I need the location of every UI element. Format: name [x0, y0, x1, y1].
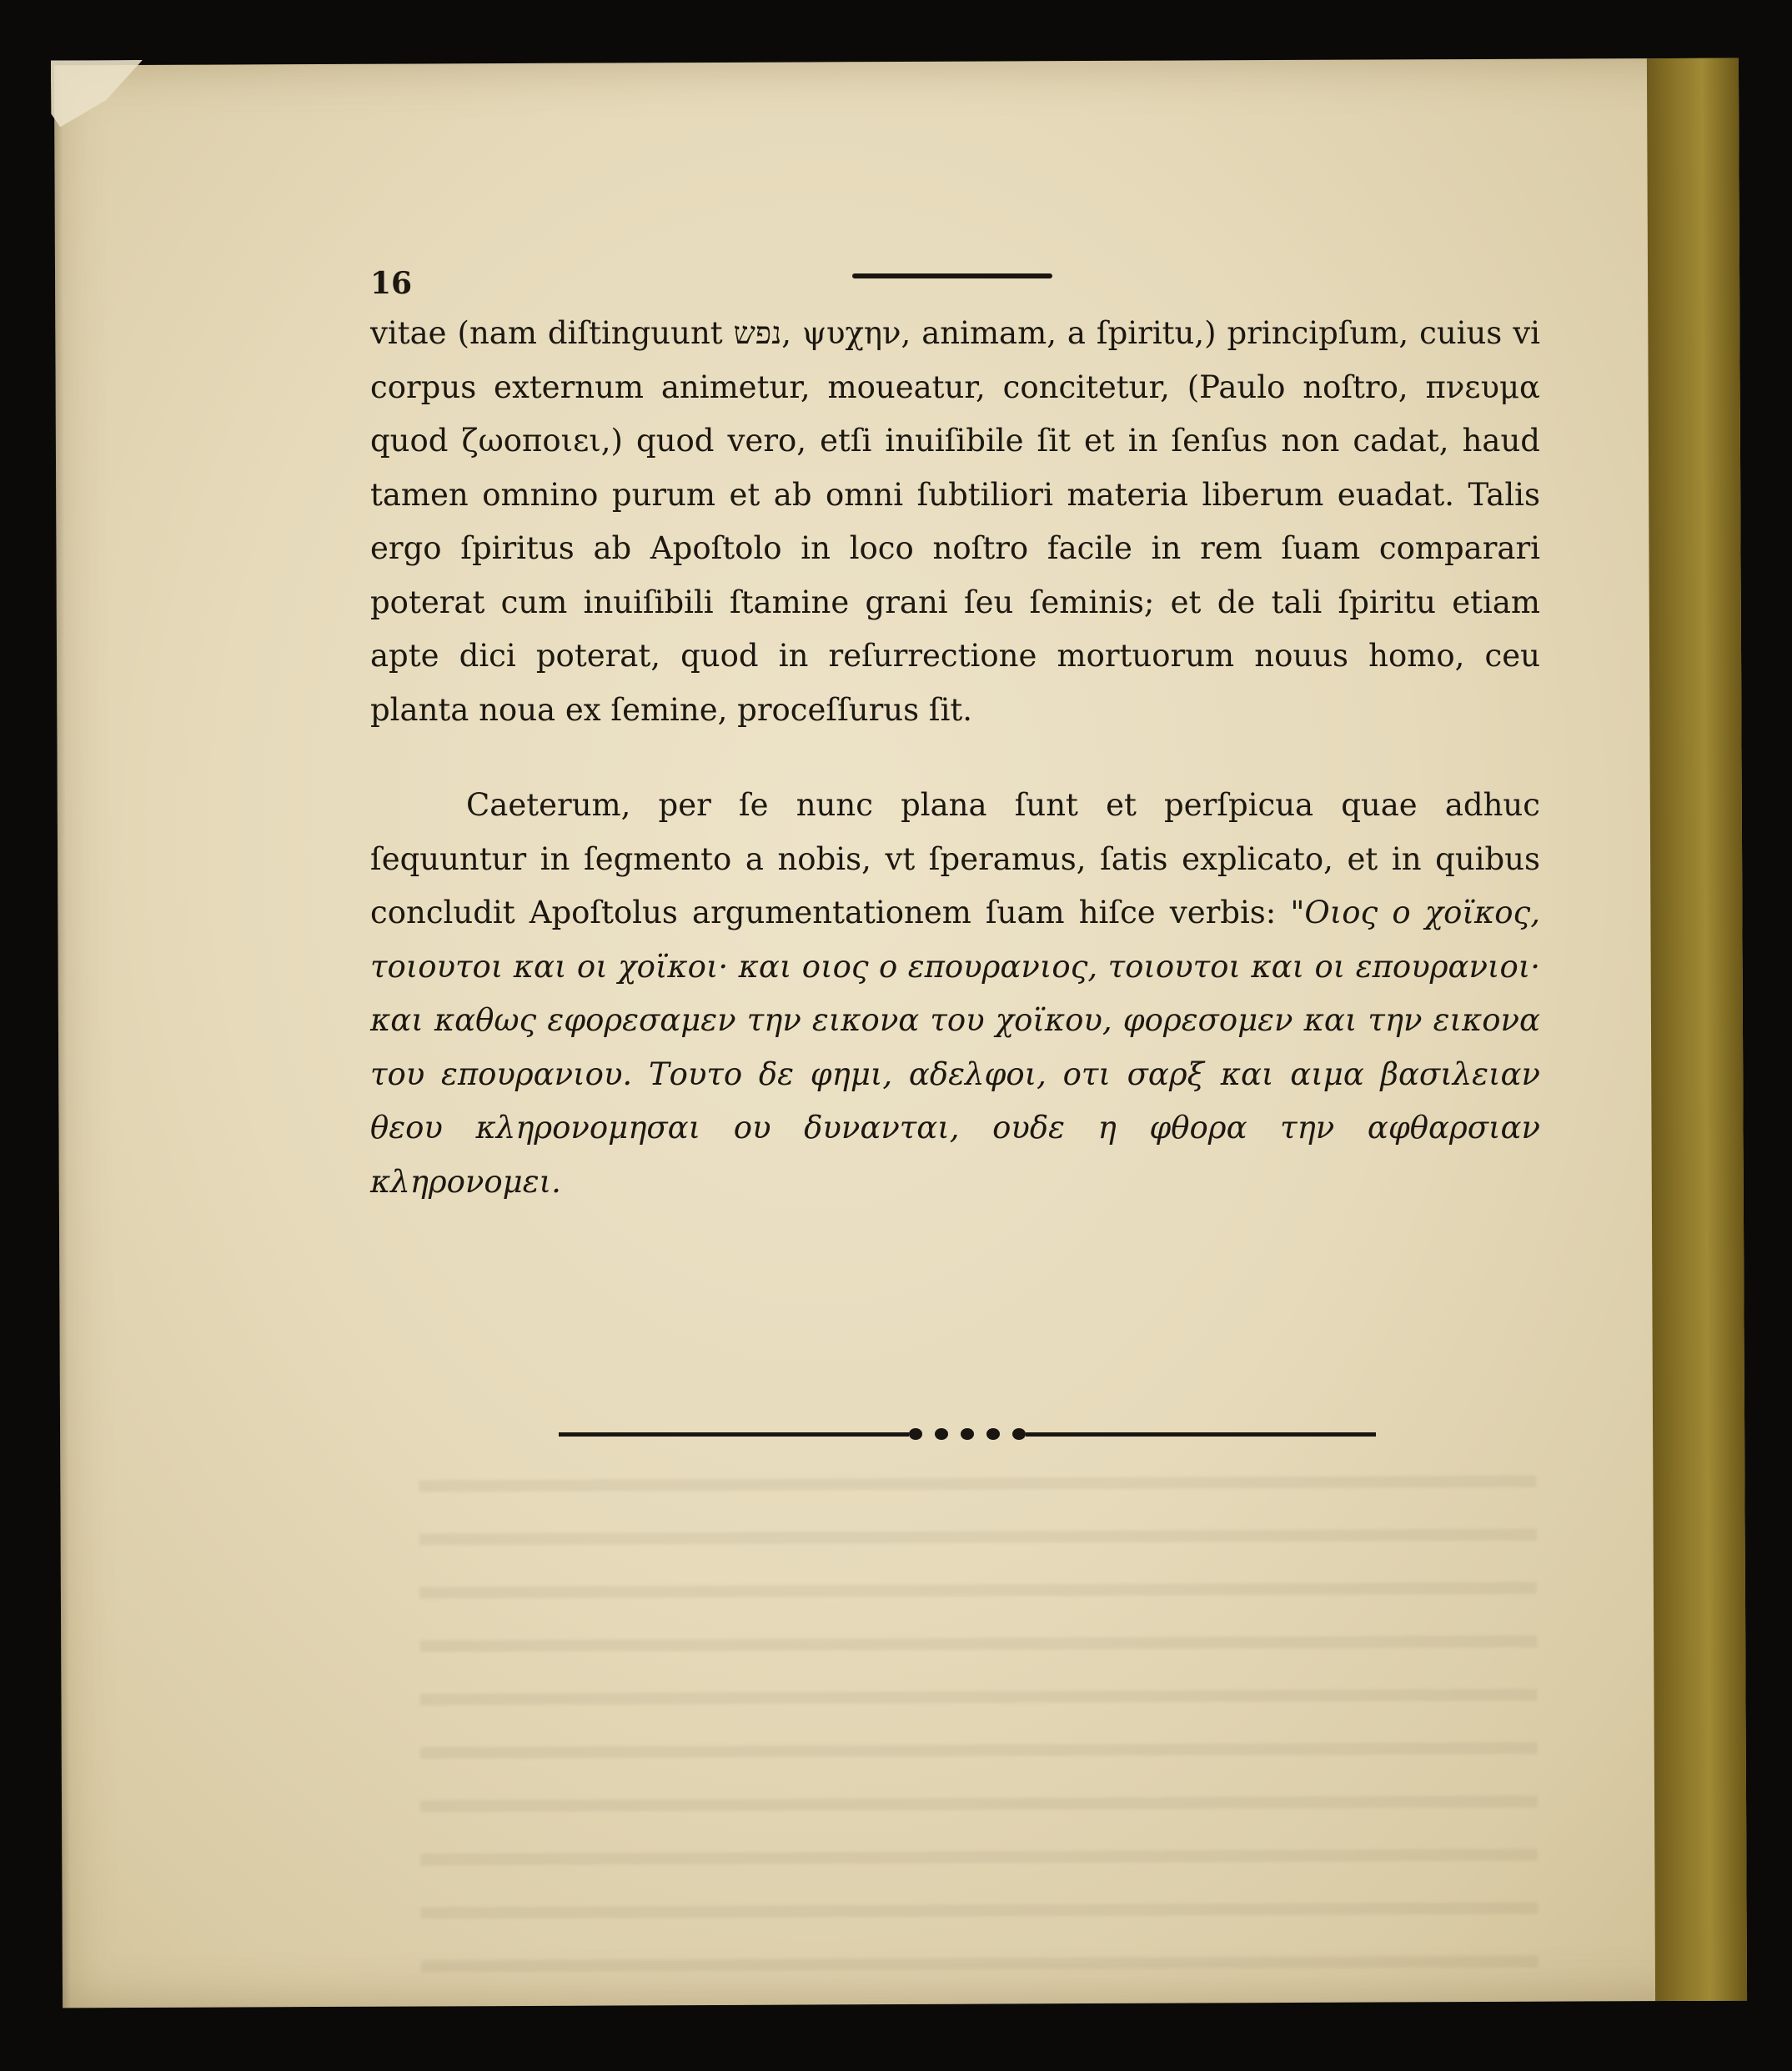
ornament-bead	[935, 1428, 948, 1440]
text-block	[310, 265, 1540, 1209]
paragraph-2	[310, 779, 1540, 1209]
ornament-line-right	[1026, 1432, 1376, 1437]
ornament-line-left	[559, 1432, 909, 1437]
ornament-bead	[986, 1428, 1000, 1440]
paragraph-2-greek-quote: "Οιος ο χοϊκος, τοιουτοι και οι χοϊκοι· και οιος ο επουρανιος, τοιουτοι και οι επουρανιοι· και καθως εφορεσαμεν την εικονα του χοϊκου, φορεσομεν και την εικονα του επουρανιου. Τουτο δε φημι, αδελφοι, οτι σαρξ και αιμα βασιλειαν θεου κληρονομησαι ου δυνανται, ουδε η φθορα την αφθαρσιαν κληρονομει.	[370, 895, 1540, 1200]
ornament-bead	[909, 1428, 922, 1440]
paragraph-2-latin: Caeterum, per ſe nunc plana ſunt et perſpicua quae adhuc ſequuntur in ſegmento a nobis, vt ſperamus, ſatis explicato, et in quibus concludit Apoſtolus argumentationem ſuam hiſce verbis:	[370, 787, 1540, 930]
page-number: 16	[370, 266, 413, 301]
torn-corner	[51, 60, 143, 127]
header-rule	[852, 273, 1052, 278]
paragraph-1: vitae (nam diſtinguunt נפש, ψυχην, animam, a ſpiritu,) principſum, cuius vi corpus externum animetur, moueatur, concitetur, (Paulo noſtro, πνευμα quod ζωοποιει,) quod vero, etſi inuiſibile ſit et in ſenſus non cadat, haud tamen omnino purum et ab omni ſubtiliori materia liberum euadat. Talis ergo ſpiritus ab Apoſtolo in loco noſtro facile in rem ſuam comparari poterat cum inuiſibili ſtamine grani ſeu ſeminis; et de tali ſpiritu etiam apte dici poterat, quod in reſurrectione mortuorum nouus homo, ceu planta noua ex ſemine, proceſſurus ſit.	[370, 315, 1540, 728]
binding-fold	[54, 65, 71, 2008]
ornament-bead	[961, 1428, 974, 1440]
book-spine	[1647, 58, 1747, 2001]
section-ornament	[559, 1427, 1376, 1441]
show-through-text	[419, 1443, 1539, 1982]
ornament-bead	[1012, 1428, 1026, 1440]
ornament-beads	[909, 1427, 1026, 1441]
page-header	[310, 265, 1540, 307]
